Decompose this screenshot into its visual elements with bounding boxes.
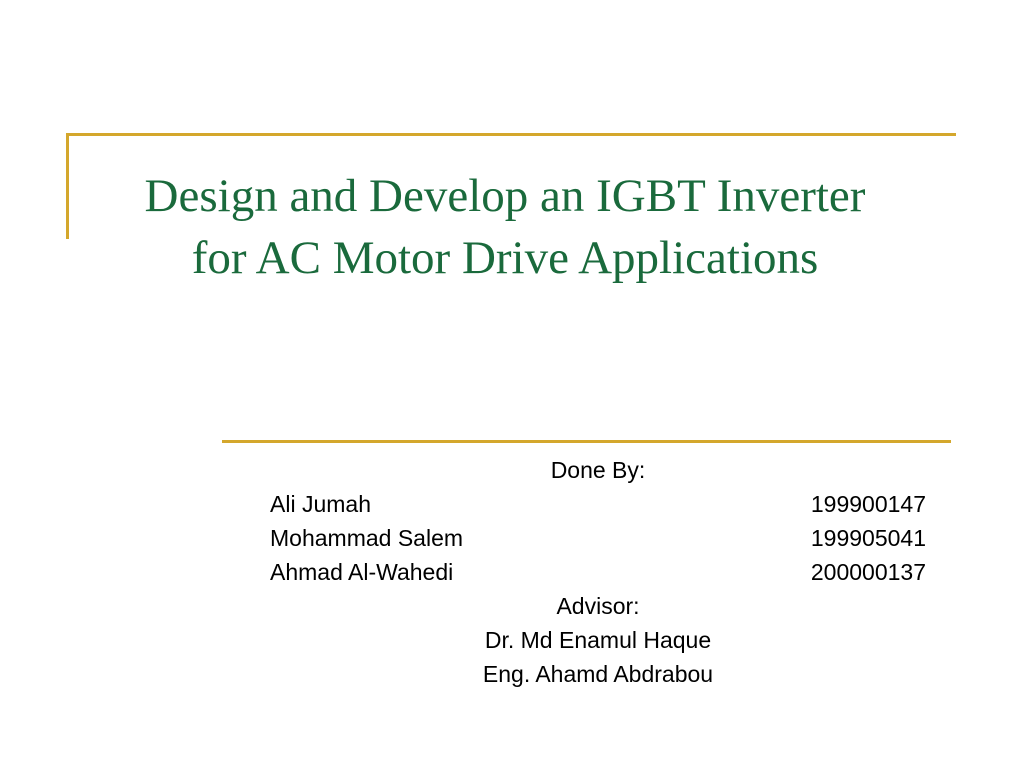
team-member-name: Ali Jumah: [270, 491, 371, 517]
done-by-heading: Done By:: [550, 457, 646, 483]
team-member-name: Mohammad Salem: [270, 525, 464, 551]
team-member-name: Ahmad Al-Wahedi: [270, 559, 454, 585]
title-line-2: for AC Motor Drive Applications: [191, 232, 819, 284]
title-line-1: Design and Develop an IGBT Inverter: [144, 170, 866, 222]
team-member-id: 200000137: [810, 559, 926, 585]
team-member-row: [270, 555, 926, 589]
team-member-id: 199905041: [810, 525, 926, 551]
team-member-row: [270, 487, 926, 521]
accent-line-left: [66, 133, 69, 239]
accent-line-top: [66, 133, 956, 136]
advisor-heading: Advisor:: [556, 593, 640, 619]
advisor-name: Eng. Ahamd Abdrabou: [482, 661, 714, 687]
accent-line-divider: [222, 440, 951, 443]
slide-title: [70, 165, 940, 289]
team-member-row: [270, 521, 926, 555]
advisor-name: Dr. Md Enamul Haque: [484, 627, 712, 653]
credits-block: [270, 453, 926, 691]
team-member-id: 199900147: [810, 491, 926, 517]
